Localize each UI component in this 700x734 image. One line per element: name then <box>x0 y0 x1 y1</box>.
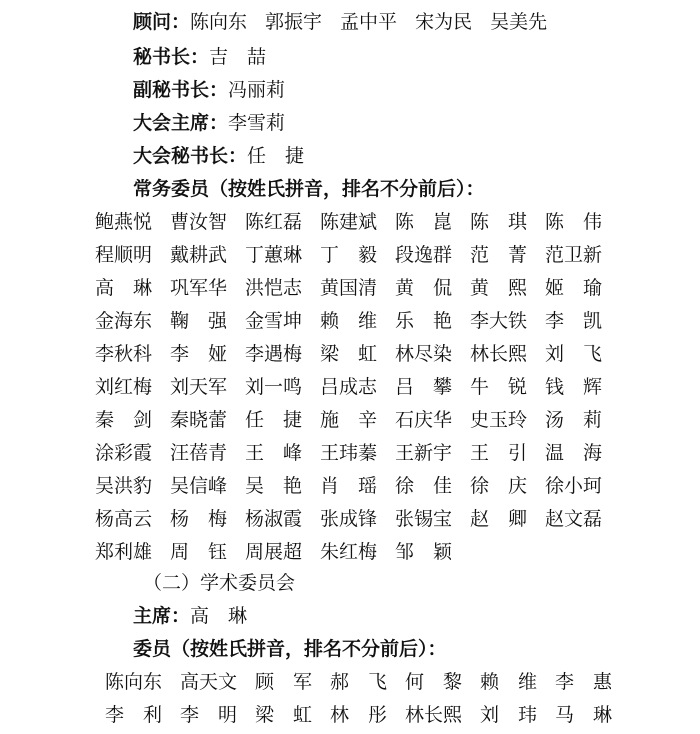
standing-committee-row <box>95 205 620 238</box>
standing-committee-member-name: 李 娅 <box>170 342 228 365</box>
conference-secretary-label: 大会秘书长： <box>133 145 248 167</box>
standing-committee-row <box>95 403 620 436</box>
standing-committee-member-name: 石庆华 <box>395 408 453 431</box>
advisor-name: 陈向东 <box>190 11 248 33</box>
standing-committee-member-name: 王 峰 <box>245 441 303 464</box>
standing-committee-member-name: 牛 锐 <box>470 375 528 398</box>
standing-committee-member-name: 程顺明 <box>95 243 153 266</box>
academic-committee-member-name: 马 琳 <box>555 703 613 726</box>
academic-committee-member-name: 李 利 <box>105 703 163 726</box>
standing-committee-member-name: 张锡宝 <box>395 507 453 530</box>
standing-committee-member-name: 丁蕙琳 <box>245 243 303 266</box>
academic-committee-member-name: 郝 飞 <box>330 670 388 693</box>
standing-committee-member-name: 朱红梅 <box>320 540 378 563</box>
standing-committee-member-name: 陈建斌 <box>320 210 378 233</box>
standing-committee-member-name: 王新宇 <box>395 441 453 464</box>
standing-committee-member-name: 肖 瑶 <box>320 474 378 497</box>
academic-committee-member-name: 陈向东 <box>105 670 163 693</box>
conference-chair-line <box>133 111 285 135</box>
academic-committee-member-name: 梁 虹 <box>255 703 313 726</box>
advisors-label: 顾问： <box>133 11 191 33</box>
standing-committee-member-name: 秦 剑 <box>95 408 153 431</box>
academic-chair-value: 高 琳 <box>190 605 248 627</box>
standing-committee-row <box>95 337 620 370</box>
standing-committee-member-name: 林尽染 <box>395 342 453 365</box>
standing-committee-member-name: 林长熙 <box>470 342 528 365</box>
standing-committee-member-name: 范 菁 <box>470 243 528 266</box>
academic-committee-member-name: 顾 军 <box>255 670 313 693</box>
standing-committee-member-name: 吴 艳 <box>245 474 303 497</box>
standing-committee-member-name: 刘天军 <box>170 375 228 398</box>
standing-committee-member-name: 陈 伟 <box>545 210 603 233</box>
conference-chair-label: 大会主席： <box>133 112 229 134</box>
deputy-secretary-general-value: 冯丽莉 <box>228 79 286 101</box>
standing-committee-member-name: 金雪坤 <box>245 309 303 332</box>
academic-committee-member-name: 何 黎 <box>405 670 463 693</box>
standing-committee-member-name: 张成锋 <box>320 507 378 530</box>
advisor-name: 吴美先 <box>490 11 548 33</box>
standing-committee-member-name: 陈 崑 <box>395 210 453 233</box>
standing-committee-heading: 常务委员（按姓氏拼音，排名不分前后）： <box>133 178 485 200</box>
standing-committee-member-name: 洪恺志 <box>245 276 303 299</box>
academic-committee-member-name: 林 彤 <box>330 703 388 726</box>
academic-committee-member-name: 赖 维 <box>480 670 538 693</box>
advisor-name: 孟中平 <box>340 11 398 33</box>
standing-committee-member-name: 刘 飞 <box>545 342 603 365</box>
standing-committee-member-name: 黄 熙 <box>470 276 528 299</box>
standing-committee-member-name: 徐 佳 <box>395 474 453 497</box>
standing-committee-member-name: 秦晓蕾 <box>170 408 228 431</box>
standing-committee-member-name: 邹 颖 <box>395 540 453 563</box>
standing-committee-member-name: 徐 庆 <box>470 474 528 497</box>
academic-committee-row <box>105 698 630 731</box>
secretary-general-value: 吉 喆 <box>209 46 267 68</box>
academic-chair-label: 主席： <box>133 605 191 627</box>
standing-committee-member-name: 吴信峰 <box>170 474 228 497</box>
standing-committee-member-name: 黄 侃 <box>395 276 453 299</box>
academic-committee-member-name: 李 惠 <box>555 670 613 693</box>
standing-committee-member-name: 周展超 <box>245 540 303 563</box>
standing-committee-member-name: 吴洪豹 <box>95 474 153 497</box>
standing-committee-member-name: 汪蓓青 <box>170 441 228 464</box>
standing-committee-member-name: 钱 辉 <box>545 375 603 398</box>
standing-committee-member-name: 徐小珂 <box>545 474 603 497</box>
academic-members-heading: 委员（按姓氏拼音，排名不分前后）： <box>133 638 447 660</box>
standing-committee-row <box>95 502 620 535</box>
standing-committee-row <box>95 238 620 271</box>
academic-chair-line <box>133 604 247 628</box>
standing-committee-member-name: 李大铁 <box>470 309 528 332</box>
standing-committee-member-name: 王 引 <box>470 441 528 464</box>
standing-committee-member-name: 刘一鸣 <box>245 375 303 398</box>
conference-secretary-value: 任 捷 <box>247 145 305 167</box>
standing-committee-member-name: 吕 攀 <box>395 375 453 398</box>
standing-committee-member-name: 李遇梅 <box>245 342 303 365</box>
standing-committee-row <box>95 304 620 337</box>
advisor-name: 郭振宇 <box>265 11 323 33</box>
standing-committee-row <box>95 535 620 568</box>
standing-committee-member-name: 汤 莉 <box>545 408 603 431</box>
standing-committee-member-name: 陈红磊 <box>245 210 303 233</box>
standing-committee-member-name: 赵 卿 <box>470 507 528 530</box>
academic-committee-member-name: 李 明 <box>180 703 238 726</box>
standing-committee-member-name: 温 海 <box>545 441 603 464</box>
standing-committee-grid <box>95 205 620 568</box>
academic-committee-member-name: 林长熙 <box>405 703 463 726</box>
standing-committee-member-name: 杨淑霞 <box>245 507 303 530</box>
standing-committee-member-name: 戴耕武 <box>170 243 228 266</box>
standing-committee-member-name: 吕成志 <box>320 375 378 398</box>
conference-chair-value: 李雪莉 <box>228 112 286 134</box>
standing-committee-member-name: 周 钰 <box>170 540 228 563</box>
standing-committee-member-name: 鲍燕悦 <box>95 210 153 233</box>
standing-committee-row <box>95 370 620 403</box>
standing-committee-member-name: 段逸群 <box>395 243 453 266</box>
academic-committee-row <box>105 665 630 698</box>
standing-committee-member-name: 杨高云 <box>95 507 153 530</box>
academic-committee-title: （二）学术委员会 <box>143 572 296 594</box>
standing-committee-member-name: 史玉玲 <box>470 408 528 431</box>
standing-committee-member-name: 李秋科 <box>95 342 153 365</box>
standing-committee-member-name: 巩军华 <box>170 276 228 299</box>
standing-committee-member-name: 陈 琪 <box>470 210 528 233</box>
standing-committee-row <box>95 271 620 304</box>
academic-members-grid <box>105 665 630 731</box>
standing-committee-member-name: 高 琳 <box>95 276 153 299</box>
standing-committee-row <box>95 436 620 469</box>
deputy-secretary-general-line <box>133 78 285 102</box>
standing-committee-member-name: 刘红梅 <box>95 375 153 398</box>
academic-committee-member-name: 刘 玮 <box>480 703 538 726</box>
secretary-general-label: 秘书长： <box>133 46 210 68</box>
standing-committee-member-name: 鞠 强 <box>170 309 228 332</box>
standing-committee-member-name: 金海东 <box>95 309 153 332</box>
deputy-secretary-general-label: 副秘书长： <box>133 79 229 101</box>
secretary-general-line <box>133 45 266 69</box>
standing-committee-member-name: 任 捷 <box>245 408 303 431</box>
academic-committee-member-name: 高天文 <box>180 670 238 693</box>
standing-committee-member-name: 范卫新 <box>545 243 603 266</box>
standing-committee-member-name: 赖 维 <box>320 309 378 332</box>
standing-committee-member-name: 黄国清 <box>320 276 378 299</box>
standing-committee-member-name: 涂彩霞 <box>95 441 153 464</box>
standing-committee-member-name: 杨 梅 <box>170 507 228 530</box>
standing-committee-member-name: 施 辛 <box>320 408 378 431</box>
standing-committee-member-name: 梁 虹 <box>320 342 378 365</box>
standing-committee-member-name: 王玮蓁 <box>320 441 378 464</box>
standing-committee-row <box>95 469 620 502</box>
standing-committee-member-name: 丁 毅 <box>320 243 378 266</box>
standing-committee-member-name: 郑利雄 <box>95 540 153 563</box>
conference-secretary-line <box>133 144 304 168</box>
standing-committee-member-name: 曹汝智 <box>170 210 228 233</box>
standing-committee-member-name: 姬 瑜 <box>545 276 603 299</box>
standing-committee-member-name: 李 凯 <box>545 309 603 332</box>
advisors-line <box>133 10 547 34</box>
standing-committee-member-name: 赵文磊 <box>545 507 603 530</box>
standing-committee-member-name: 乐 艳 <box>395 309 453 332</box>
advisor-name: 宋为民 <box>415 11 473 33</box>
